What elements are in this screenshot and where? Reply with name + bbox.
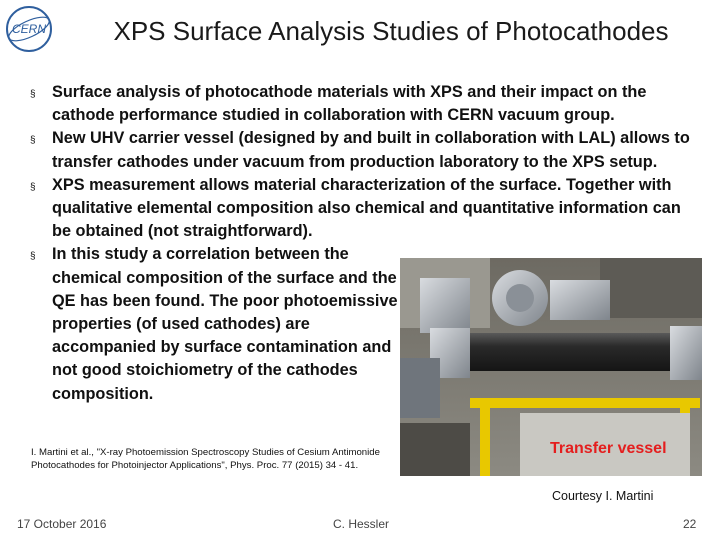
- photo-credit: Courtesy I. Martini: [552, 489, 654, 503]
- bullet-marker: §: [30, 181, 36, 193]
- footer-author: C. Hessler: [333, 517, 390, 531]
- bullet-item: [30, 243, 412, 405]
- bullet-marker: §: [30, 251, 36, 263]
- bullet-text: XPS measurement allows material characterization of the surface. Together with qualitative elemental composition also chemical and quantitative information can be obtained (not straightforward).: [52, 175, 681, 241]
- photo-label: Transfer vessel: [550, 440, 667, 457]
- reference-citation: I. Martini et al., "X-ray Photoemission Spectroscopy Studies of Cesium Antimonide Photocathodes for Photoinjector Applications", Phys. Proc. 77 (2015) 34 - 41.: [31, 447, 380, 471]
- cern-logo-text: CERN: [11, 22, 47, 36]
- bullet-item: [30, 81, 700, 127]
- bullet-item: [30, 127, 700, 173]
- title-bar: [62, 0, 720, 60]
- slide-title: XPS Surface Analysis Studies of Photocathodes: [113, 15, 669, 46]
- bullet-text: Surface analysis of photocathode materials with XPS and their impact on the cathode performance studied in collaboration with CERN vacuum group.: [52, 83, 647, 125]
- page-number: 22: [683, 517, 697, 531]
- footer-date: 17 October 2016: [17, 517, 107, 531]
- cern-logo: [4, 4, 54, 54]
- bullet-text: In this study a correlation between the chemical composition of the surface and the QE has been found. The poor photoemissive properties (of used cathodes) are accompanied by surface contamination and not good stoichiometry of the cathodes composition.: [52, 245, 398, 403]
- bullet-text: New UHV carrier vessel (designed by and built in collaboration with LAL) allows to transfer cathodes under vacuum from production laboratory to the XPS setup.: [52, 129, 690, 171]
- bullet-marker: §: [30, 135, 36, 147]
- bullet-item: [30, 174, 700, 244]
- bullet-marker: §: [30, 89, 36, 100]
